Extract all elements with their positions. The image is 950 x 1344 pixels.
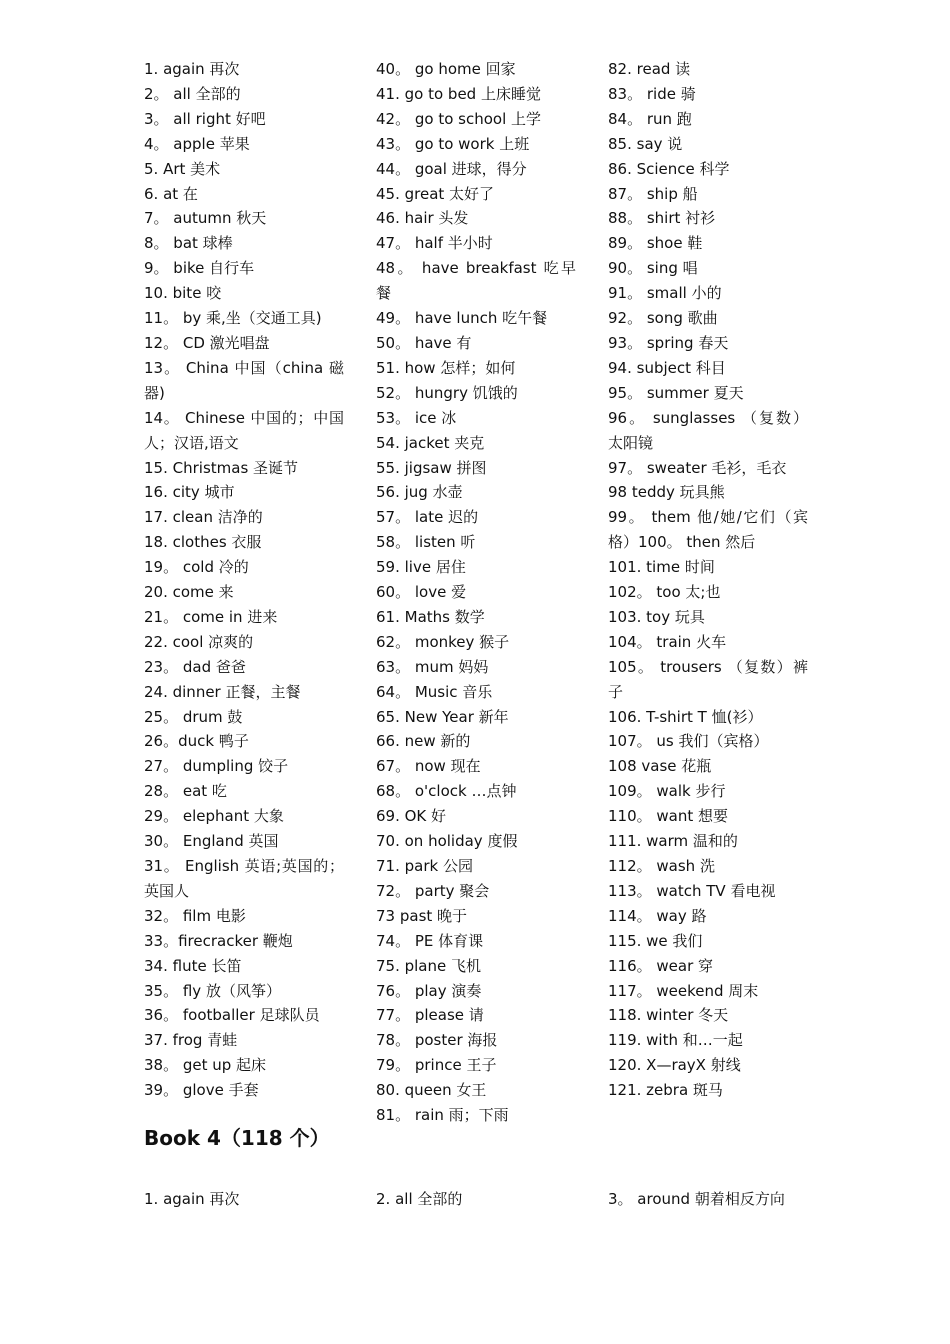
vocab-entry: 60。 love 爱	[376, 583, 467, 602]
vocab-entry: 72。 party 聚会	[376, 881, 490, 900]
vocab-entry: 77。 please 请	[376, 1006, 484, 1025]
vocab-entry: 69. OK 好	[376, 807, 447, 826]
vocab-entry: 110。 want 想要	[608, 807, 729, 826]
vocab-entry: 84。 run 跑	[608, 109, 692, 128]
vocab-entry: 79。 prince 王子	[376, 1056, 497, 1075]
vocab-entry: 2。 all 全部的	[144, 84, 241, 103]
vocab-entry: 50。 have 有	[376, 333, 472, 352]
vocab-entry: 48。 have breakfast 吃早餐	[376, 259, 576, 303]
vocab-entry: 10. bite 咬	[144, 284, 222, 303]
vocab-entry: 105。 trousers （复数）裤子	[608, 657, 808, 701]
vocab-entry: 114。 way 路	[608, 906, 707, 925]
vocab-entry: 78。 poster 海报	[376, 1031, 498, 1050]
vocab-entry: 7。 autumn 秋天	[144, 209, 267, 228]
vocab-entry: 47。 half 半小时	[376, 234, 493, 253]
vocab-entry: 13。 China 中国（china 磁器)	[144, 358, 344, 402]
vocab-entry: 85. say 说	[608, 134, 683, 153]
vocab-entry: 108 vase 花瓶	[608, 757, 712, 776]
vocab-entry: 35。 fly 放（风筝）	[144, 981, 281, 1000]
vocab-entry: 97。 sweater 毛衫，毛衣	[608, 458, 787, 477]
vocab-entry: 73 past 晚于	[376, 906, 468, 925]
vocab-entry: 28。 eat 吃	[144, 782, 227, 801]
vocab-entry: 66. new 新的	[376, 732, 471, 751]
vocab-entry: 16. city 城市	[144, 483, 235, 502]
vocab-entry: 121. zebra 斑马	[608, 1081, 723, 1100]
vocab-entry: 40。 go home 回家	[376, 60, 516, 78]
vocab-entry: 74。 PE 体育课	[376, 931, 484, 950]
vocab-entry: 76。 play 演奏	[376, 981, 482, 1000]
vocab-entry: 36。 footballer 足球队员	[144, 1006, 320, 1025]
vocab-entry: 59. live 居住	[376, 558, 466, 577]
vocab-entry: 82. read 读	[608, 60, 691, 78]
vocab-entry: 31。 English 英语;英国的；英国人	[144, 857, 344, 900]
vocab-entry: 24. dinner 正餐，主餐	[144, 682, 301, 701]
vocab-entry: 99。 them 他/她/它们（宾格）100。 then 然后	[608, 508, 808, 552]
vocab-entry: 49。 have lunch 吃午餐	[376, 309, 548, 328]
vocab-entry: 45. great 太好了	[376, 184, 495, 203]
vocab-entry: 102。 too 太;也	[608, 583, 721, 602]
vocab-entry: 3。 around 朝着相反方向	[608, 1190, 785, 1208]
vocab-entry: 22. cool 凉爽的	[144, 632, 254, 651]
vocab-entry: 3。 all right 好吧	[144, 109, 266, 128]
vocab-entry: 75. plane 飞机	[376, 956, 482, 975]
vocab-entry: 92。 song 歌曲	[608, 309, 718, 328]
vocab-entry: 34. flute 长笛	[144, 956, 242, 975]
vocab-entry: 41. go to bed 上床睡觉	[376, 84, 541, 103]
vocab-entry: 104。 train 火车	[608, 632, 727, 651]
vocab-entry: 63。 mum 妈妈	[376, 657, 489, 676]
vocab-entry: 81。 rain 雨；下雨	[376, 1106, 509, 1125]
vocab-entry: 86. Science 科学	[608, 159, 730, 178]
vocab-entry: 83。 ride 骑	[608, 84, 696, 103]
vocab-entry: 52。 hungry 饥饿的	[376, 383, 518, 402]
vocab-entry: 115. we 我们	[608, 931, 703, 950]
vocab-entry: 90。 sing 唱	[608, 259, 698, 278]
vocab-entry: 57。 late 迟的	[376, 508, 479, 527]
vocab-entry: 51. how 怎样；如何	[376, 358, 516, 377]
vocab-entry: 39。 glove 手套	[144, 1081, 259, 1100]
vocab-entry: 53。 ice 冰	[376, 408, 457, 427]
vocab-entry: 6. at 在	[144, 184, 198, 203]
vocab-entry: 55. jigsaw 拼图	[376, 458, 487, 477]
vocab-entry: 56. jug 水壶	[376, 483, 463, 502]
vocab-entry: 19。 cold 冷的	[144, 558, 249, 577]
vocab-entry: 1. again 再次	[144, 60, 240, 78]
vocab-entry: 112。 wash 洗	[608, 857, 715, 875]
vocab-entry: 25。 drum 鼓	[144, 707, 243, 726]
vocab-column-3	[608, 57, 808, 1103]
vocab-entry: 9。 bike 自行车	[144, 259, 255, 278]
vocab-entry: 91。 small 小的	[608, 284, 722, 303]
vocab-entry: 44。 goal 进球，得分	[376, 159, 527, 178]
vocab-entry: 33。firecracker 鞭炮	[144, 931, 293, 950]
vocab-entry: 120. X—rayX 射线	[608, 1056, 741, 1075]
vocab-entry: 113。 watch TV 看电视	[608, 881, 776, 900]
vocab-entry: 32。 film 电影	[144, 906, 246, 925]
vocab-entry: 38。 get up 起床	[144, 1056, 267, 1075]
vocab-entry: 94. subject 科目	[608, 358, 726, 377]
vocab-entry: 96。 sunglasses （复数）太阳镜	[608, 408, 808, 452]
vocab-entry: 27。 dumpling 饺子	[144, 757, 289, 776]
vocab-entry: 118. winter 冬天	[608, 1006, 729, 1025]
vocab-entry: 95。 summer 夏天	[608, 383, 744, 402]
vocab-entry: 12。 CD 激光唱盘	[144, 333, 270, 352]
vocab-entry: 62。 monkey 猴子	[376, 632, 510, 651]
vocab-entry: 21。 come in 进来	[144, 607, 278, 626]
vocab-entry: 8。 bat 球棒	[144, 234, 233, 253]
vocab-entry: 101. time 时间	[608, 558, 715, 577]
vocab-entry: 68。 o'clock …点钟	[376, 782, 517, 801]
vocab-entry: 109。 walk 步行	[608, 782, 726, 801]
vocab-entry: 4。 apple 苹果	[144, 134, 250, 153]
vocab-entry: 20. come 来	[144, 583, 234, 602]
vocab-entry: 23。 dad 爸爸	[144, 657, 246, 676]
vocab-entry: 88。 shirt 衬衫	[608, 209, 716, 228]
vocab-entry: 67。 now 现在	[376, 757, 481, 776]
vocab-entry: 116。 wear 穿	[608, 956, 714, 975]
vocab-entry: 80. queen 女王	[376, 1081, 487, 1100]
vocab-entry: 64。 Music 音乐	[376, 682, 493, 701]
vocab-entry: 37. frog 青蛙	[144, 1031, 238, 1050]
vocab-entry: 93。 spring 春天	[608, 333, 729, 352]
vocab-entry: 26。duck 鸭子	[144, 732, 249, 751]
vocab-entry: 106. T-shirt T 恤(衫）	[608, 707, 763, 726]
vocab-entry: 98 teddy 玩具熊	[608, 483, 725, 502]
vocab-entry: 1. again 再次	[144, 1190, 240, 1208]
vocab-entry: 89。 shoe 鞋	[608, 234, 703, 253]
vocab-entry: 117。 weekend 周末	[608, 981, 759, 1000]
vocab-entry: 111. warm 温和的	[608, 832, 738, 851]
section-title: Book 4（118 个）	[144, 1126, 330, 1150]
vocab-entry: 65. New Year 新年	[376, 707, 509, 726]
vocab-entry: 14。 Chinese 中国的；中国人；汉语,语文	[144, 408, 344, 452]
vocab-entry: 46. hair 头发	[376, 209, 469, 228]
vocab-entry: 71. park 公园	[376, 857, 473, 875]
vocab-entry: 42。 go to school 上学	[376, 109, 542, 128]
vocab-entry: 15. Christmas 圣诞节	[144, 458, 299, 477]
vocab-entry: 61. Maths 数学	[376, 607, 485, 626]
vocab-entry: 107。 us 我们（宾格）	[608, 732, 769, 751]
vocab-column-1	[144, 57, 344, 1103]
vocab-entry: 54. jacket 夹克	[376, 433, 485, 452]
vocab-entry: 17. clean 洁净的	[144, 508, 263, 527]
vocab-entry: 5. Art 美术	[144, 159, 221, 178]
vocab-column-2	[376, 57, 576, 1128]
vocab-entry: 119. with 和…一起	[608, 1031, 743, 1050]
vocab-entry: 87。 ship 船	[608, 184, 698, 203]
vocab-entry: 70. on holiday 度假	[376, 832, 518, 851]
vocab-entry: 103. toy 玩具	[608, 607, 705, 626]
vocab-entry: 29。 elephant 大象	[144, 807, 284, 826]
vocab-entry: 2. all 全部的	[376, 1190, 463, 1208]
vocab-entry: 30。 England 英国	[144, 832, 279, 851]
vocab-entry: 43。 go to work 上班	[376, 134, 530, 153]
vocab-entry: 18. clothes 衣服	[144, 533, 262, 552]
vocab-entry: 11。 by 乘,坐（交通工具)	[144, 309, 322, 328]
vocab-entry: 58。 listen 听	[376, 533, 476, 552]
